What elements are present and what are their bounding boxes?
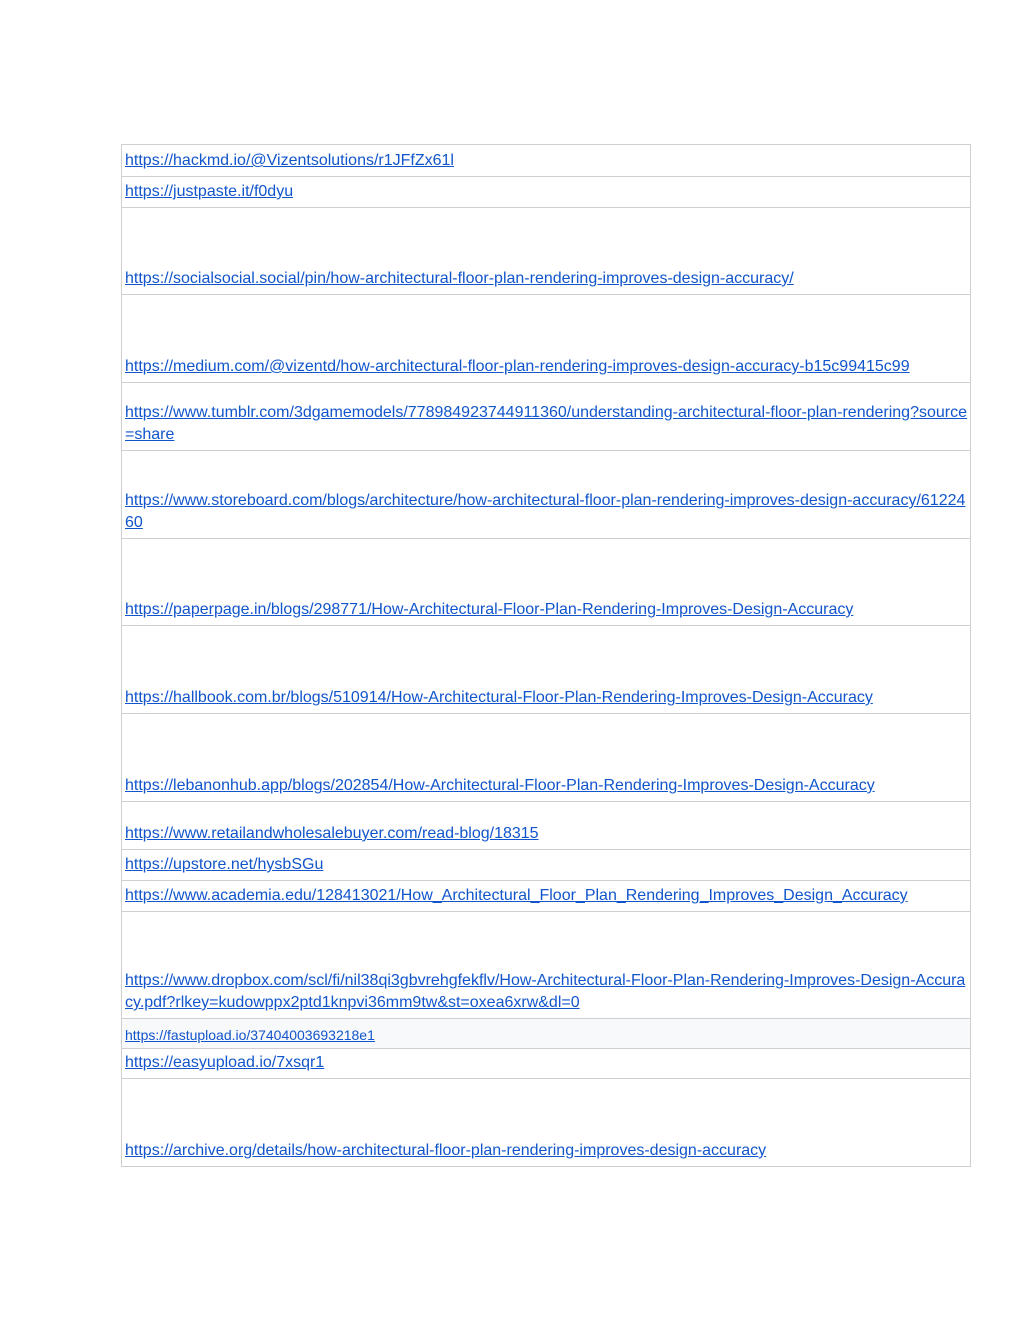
link-easyupload[interactable]: https://easyupload.io/7xsqr1 <box>125 1054 325 1071</box>
link-tumblr[interactable]: https://www.tumblr.com/3dgamemodels/778984923744911360/understanding-architectural-floor-plan-rendering?source=share <box>125 404 967 443</box>
table-row <box>122 1079 971 1167</box>
table-row <box>122 881 971 912</box>
table-cell <box>122 145 971 177</box>
table-cell <box>122 912 971 1019</box>
link-fastupload[interactable]: https://fastupload.io/37404003693218e1 <box>125 1027 375 1043</box>
link-dropbox[interactable]: https://www.dropbox.com/scl/fi/nil38qi3gbvrehgfekflv/How-Architectural-Floor-Plan-Rendering-Improves-Design-Accuracy.pdf?rlkey=kudowppx2ptd1knpvi36mm9tw&st=oxea6xrw&dl=0 <box>125 972 966 1011</box>
link-archive[interactable]: https://archive.org/details/how-architectural-floor-plan-rendering-improves-design-accuracy <box>125 1142 767 1159</box>
link-hackmd[interactable]: https://hackmd.io/@Vizentsolutions/r1JFfZx61l <box>125 152 454 169</box>
link-storeboard[interactable]: https://www.storeboard.com/blogs/architecture/how-architectural-floor-plan-rendering-improves-design-accuracy/6122460 <box>125 492 966 531</box>
table-row <box>122 383 971 451</box>
table-cell <box>122 177 971 208</box>
link-lebanonhub[interactable]: https://lebanonhub.app/blogs/202854/How-Architectural-Floor-Plan-Rendering-Improves-Design-Accuracy <box>125 777 875 794</box>
table-cell <box>122 383 971 451</box>
link-justpaste[interactable]: https://justpaste.it/f0dyu <box>125 183 294 200</box>
table-cell <box>122 881 971 912</box>
link-academia[interactable]: https://www.academia.edu/128413021/How_Architectural_Floor_Plan_Rendering_Improves_Design_Accuracy <box>125 887 908 904</box>
table-cell <box>122 539 971 626</box>
table-row <box>122 295 971 383</box>
link-retailandwholesalebuyer[interactable]: https://www.retailandwholesalebuyer.com/read-blog/18315 <box>125 825 539 842</box>
table-row <box>122 539 971 626</box>
table-cell <box>122 295 971 383</box>
links-table <box>121 144 971 1167</box>
link-upstore[interactable]: https://upstore.net/hysbSGu <box>125 856 324 873</box>
table-row <box>122 1019 971 1049</box>
link-medium[interactable]: https://medium.com/@vizentd/how-architectural-floor-plan-rendering-improves-design-accuracy-b15c99415c99 <box>125 358 910 375</box>
link-hallbook[interactable]: https://hallbook.com.br/blogs/510914/How-Architectural-Floor-Plan-Rendering-Improves-Design-Accuracy <box>125 689 873 706</box>
table-cell <box>122 1049 971 1079</box>
table-cell <box>122 208 971 295</box>
table-cell <box>122 451 971 539</box>
link-paperpage[interactable]: https://paperpage.in/blogs/298771/How-Architectural-Floor-Plan-Rendering-Improves-Design-Accuracy <box>125 601 854 618</box>
table-row <box>122 177 971 208</box>
table-cell <box>122 1019 971 1049</box>
table-cell <box>122 714 971 802</box>
table-row <box>122 714 971 802</box>
table-cell <box>122 850 971 881</box>
table-row <box>122 1049 971 1079</box>
table-row <box>122 802 971 850</box>
table-row <box>122 626 971 714</box>
link-socialsocial[interactable]: https://socialsocial.social/pin/how-architectural-floor-plan-rendering-improves-design-accuracy/ <box>125 270 794 287</box>
table-cell <box>122 1079 971 1167</box>
table-row <box>122 451 971 539</box>
table-row <box>122 850 971 881</box>
table-row <box>122 208 971 295</box>
table-cell <box>122 802 971 850</box>
table-cell <box>122 626 971 714</box>
table-row <box>122 912 971 1019</box>
table-row <box>122 145 971 177</box>
